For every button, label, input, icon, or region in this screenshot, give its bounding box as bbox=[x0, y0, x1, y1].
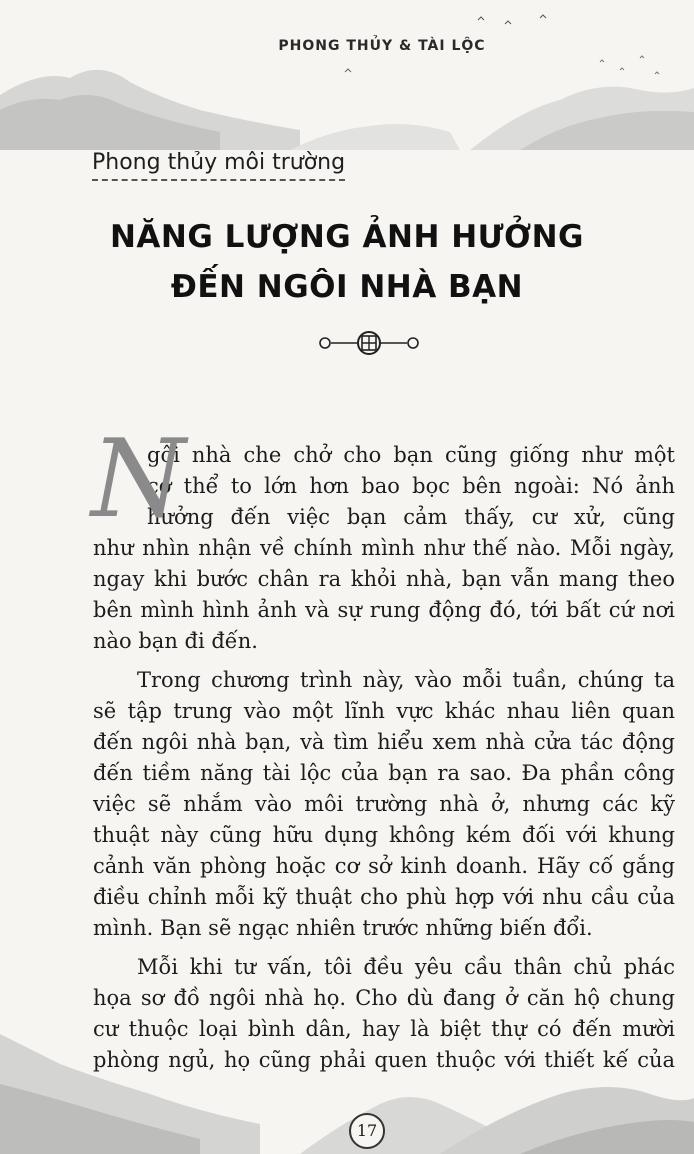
text-line: việc sẽ nhắm vào môi trường nhà ở, nhưng các kỹ bbox=[93, 792, 675, 816]
text-line: cư thuộc loại bình dân, hay là biệt thự có đến mười bbox=[93, 1017, 675, 1041]
text-line: đến ngôi nhà bạn, và tìm hiểu xem nhà cửa tác động bbox=[93, 730, 675, 754]
text-line: họa sơ đồ ngôi nhà họ. Cho dù đang ở căn hộ chung bbox=[93, 986, 675, 1010]
paragraph-2 bbox=[93, 665, 675, 944]
page-number: 17 bbox=[349, 1113, 385, 1149]
text-line: ngay khi bước chân ra khỏi nhà, bạn vẫn mang theo bbox=[93, 567, 675, 591]
chapter-title bbox=[0, 212, 694, 312]
text-line: Mỗi khi tư vấn, tôi đều yêu cầu thân chủ phác bbox=[137, 955, 675, 979]
text-line: nào bạn đi đến. bbox=[93, 629, 258, 653]
text-line: như nhìn nhận về chính mình như thế nào. Mỗi ngày, bbox=[93, 536, 675, 560]
text-line: phòng ngủ, họ cũng phải quen thuộc với thiết kế của bbox=[93, 1048, 675, 1072]
mountain-illustration-top bbox=[0, 0, 694, 150]
text-line: đến tiềm năng tài lộc của bạn ra sao. Đa phần công bbox=[93, 761, 675, 785]
text-line: cơ thể to lớn hơn bao bọc bên ngoài: Nó ảnh bbox=[147, 474, 675, 498]
paragraph-3 bbox=[93, 952, 675, 1076]
title-line-2: ĐẾN NGÔI NHÀ BẠN bbox=[170, 269, 524, 305]
text-line: sẽ tập trung vào một lĩnh vực khác nhau liên quan bbox=[93, 699, 675, 723]
section-label: Phong thủy môi trường bbox=[92, 150, 345, 181]
running-header: PHONG THỦY & TÀI LỘC bbox=[278, 38, 486, 54]
text-line: Trong chương trình này, vào mỗi tuần, chúng ta bbox=[137, 668, 675, 692]
body-text bbox=[91, 417, 675, 1084]
text-line: cảnh văn phòng hoặc cơ sở kinh doanh. Hãy cố gắng bbox=[93, 854, 675, 878]
text-line: điều chỉnh mỗi kỹ thuật cho phù hợp với nhu cầu của bbox=[93, 885, 675, 909]
ornament-divider-icon bbox=[317, 330, 421, 356]
text-line: mình. Bạn sẽ ngạc nhiên trước những biến đổi. bbox=[93, 916, 593, 940]
text-line: gôi nhà che chở cho bạn cũng giống như một bbox=[147, 443, 675, 467]
text-line: bên mình hình ảnh và sự rung động đó, tới bất cứ nơi bbox=[93, 598, 675, 622]
drop-cap: N bbox=[91, 417, 186, 542]
paragraph-1 bbox=[91, 417, 675, 657]
text-line: thuật này cũng hữu dụng không kém đối với khung bbox=[93, 823, 675, 847]
text-line: hưởng đến việc bạn cảm thấy, cư xử, cũng bbox=[147, 505, 675, 529]
title-line-1: NĂNG LƯỢNG ẢNH HƯỞNG bbox=[109, 219, 585, 255]
